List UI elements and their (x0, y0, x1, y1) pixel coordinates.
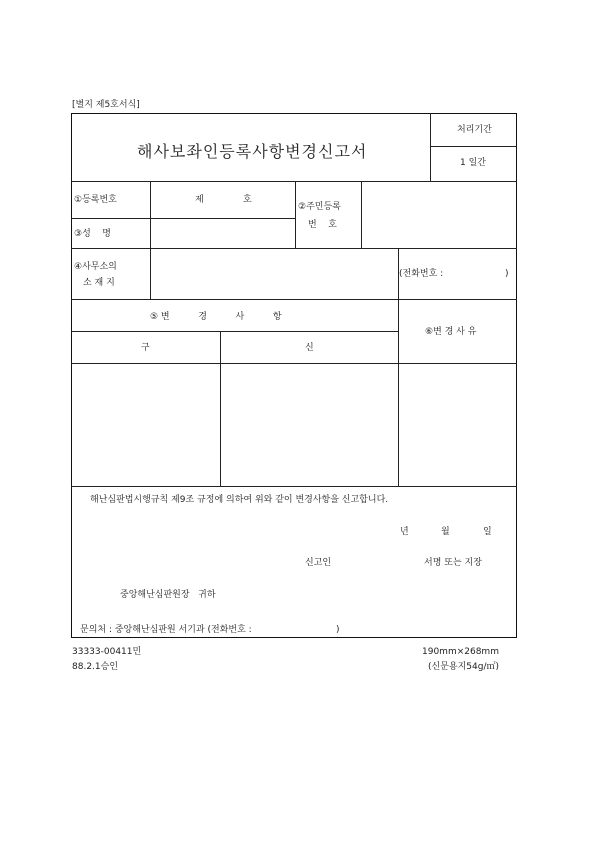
resident-label-2: 번 호 (308, 220, 337, 230)
divider (71, 331, 398, 332)
reg-no-ho: 호 (243, 195, 252, 205)
divider (71, 486, 517, 487)
footer-paper: (신문용지54g/㎡) (428, 662, 499, 672)
divider (398, 248, 399, 486)
divider (430, 113, 431, 181)
inquiry: 문의처 : 중앙해난심판원 서기과 (전화번호 : (80, 625, 252, 635)
processing-label: 처리기간 (457, 125, 492, 135)
declaration-text: 해난심판법시행규칙 제9조 규정에 의하여 위와 같이 변경사항을 신고합니다. (90, 495, 389, 505)
year-label: 년 (400, 527, 409, 537)
day-label: 일 (483, 527, 492, 537)
inquiry-close: ) (336, 625, 340, 635)
reg-no-label: ①등록번호 (74, 195, 117, 205)
office-label-1: ④사무소의 (74, 262, 117, 272)
changes-header: ⑤ 변 경 사 항 (150, 312, 282, 322)
divider (295, 181, 296, 248)
form-label: [별지 제5호서식] (72, 100, 140, 110)
divider (220, 331, 221, 486)
reporter-label: 신고인 (305, 558, 332, 568)
page-title: 해사보좌인등록사항변경신고서 (137, 142, 368, 161)
divider (430, 146, 517, 147)
month-label: 월 (441, 527, 450, 537)
divider (71, 299, 517, 300)
reg-no-je: 제 (195, 195, 204, 205)
footer-code: 33333-00411민 (72, 647, 142, 657)
divider (71, 218, 295, 219)
divider (71, 181, 517, 182)
divider (71, 363, 517, 364)
new-label: 신 (305, 343, 314, 353)
footer-approval: 88.2.1승인 (72, 662, 119, 672)
resident-label-1: ②주민등록 (298, 202, 341, 212)
old-label: 구 (141, 343, 150, 353)
office-label-2: 소 재 지 (83, 278, 115, 288)
reason-label: ⑥변 경 사 유 (425, 327, 477, 337)
divider (71, 248, 517, 249)
phone-close: ) (505, 269, 509, 279)
name-label: ③성 명 (74, 229, 111, 239)
recipient: 중앙해난심판원장 귀하 (120, 590, 216, 600)
divider (361, 181, 362, 248)
footer-size: 190mm×268mm (422, 647, 499, 657)
processing-value: 1 일간 (460, 158, 486, 168)
sign-label: 서명 또는 지장 (424, 558, 482, 568)
divider (150, 181, 151, 299)
phone-label: (전화번호 : (399, 269, 444, 279)
